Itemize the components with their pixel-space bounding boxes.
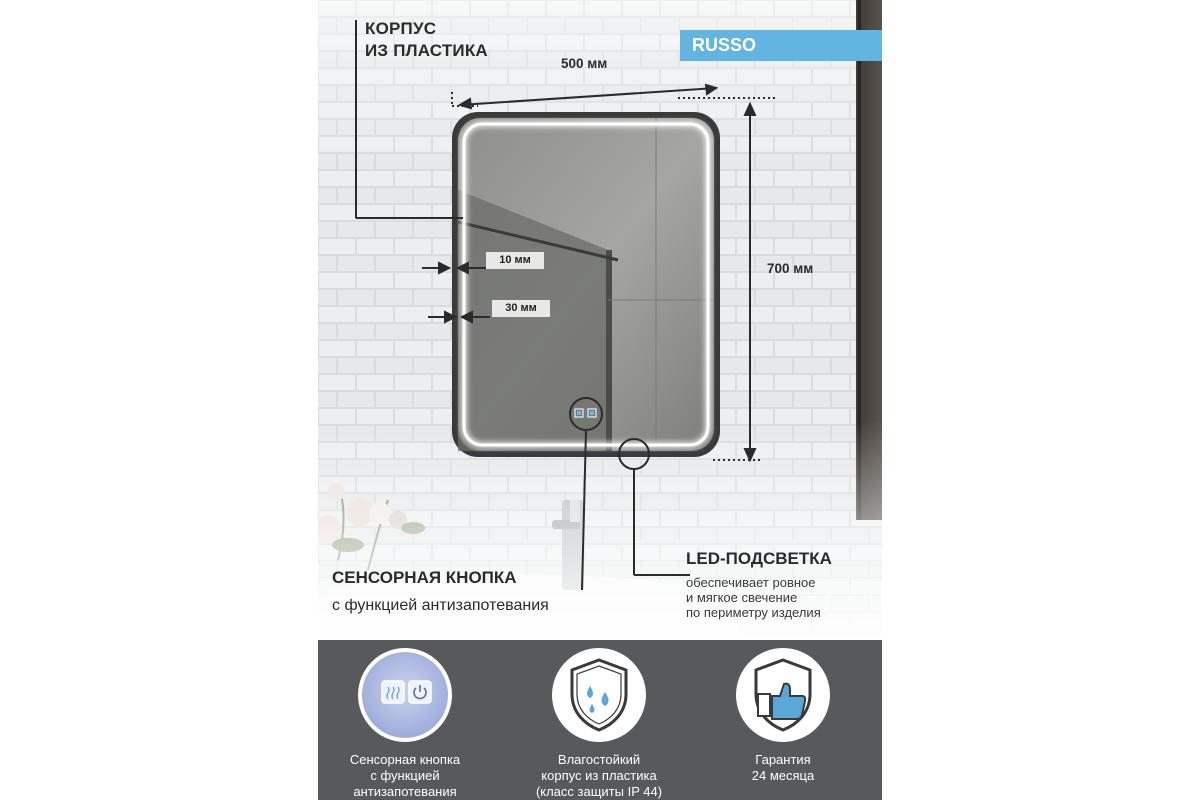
poster xyxy=(318,0,882,800)
led-desc-line1: обеспечивает ровное xyxy=(686,575,816,590)
feature-circle xyxy=(358,648,452,742)
mirror xyxy=(452,112,720,457)
feature-line1: Гарантия xyxy=(755,752,811,767)
touch-button-icon xyxy=(358,648,452,742)
feature-line2: с функцией xyxy=(370,768,440,783)
feature-label xyxy=(330,752,480,800)
feature-warranty xyxy=(708,648,858,784)
led-desc-line2: и мягкое свечение xyxy=(686,590,798,605)
bathroom-photo xyxy=(318,0,882,640)
frame-10-label: 10 мм xyxy=(486,252,544,269)
feature-circle xyxy=(736,648,830,742)
sensor-button-subtitle: с функцией антизапотевания xyxy=(332,597,549,614)
sensor-button-title: СЕНСОРНАЯ КНОПКА xyxy=(332,568,517,587)
feature-line1: Влагостойкий xyxy=(557,752,641,767)
feature-line1: Сенсорная кнопка xyxy=(349,752,461,767)
water-shield-icon xyxy=(552,648,646,742)
body-material-callout xyxy=(365,18,488,62)
height-label: 700 мм xyxy=(767,261,814,276)
body-material-line2: ИЗ ПЛАСТИКА xyxy=(365,41,488,60)
feature-circle xyxy=(552,648,646,742)
thumbs-up-shield-icon xyxy=(736,648,830,742)
feature-line2: 24 месяца xyxy=(751,768,815,783)
feature-touch-button xyxy=(330,648,480,800)
feature-line2: корпус из пластика xyxy=(541,768,657,783)
led-desc-line3: по периметру изделия xyxy=(686,605,821,620)
feature-line3: (класс защиты IP 44) xyxy=(535,784,663,799)
led-description xyxy=(686,575,821,620)
feature-label xyxy=(524,752,674,800)
feature-water-resistant xyxy=(524,648,674,800)
brand-badge: RUSSO xyxy=(680,30,882,61)
body-material-line1: КОРПУС xyxy=(365,19,437,38)
frame-30-label: 30 мм xyxy=(492,300,550,317)
led-title: LED-ПОДСВЕТКА xyxy=(686,549,832,568)
width-label: 500 мм xyxy=(561,56,608,71)
feature-label xyxy=(708,752,858,784)
feature-line3: антизапотевания xyxy=(353,784,457,799)
